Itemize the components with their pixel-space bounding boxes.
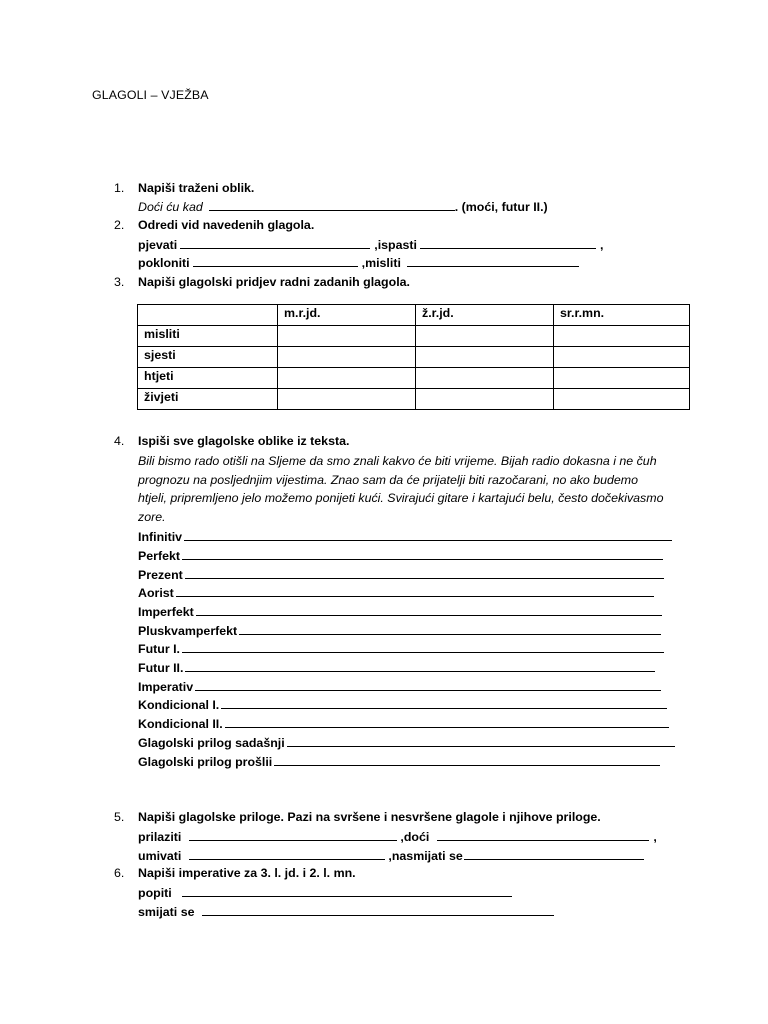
verb-label: popiti bbox=[138, 886, 172, 900]
verb-label: nasmijati se bbox=[391, 849, 463, 863]
verb-label: pokloniti bbox=[138, 256, 190, 270]
table-cell[interactable] bbox=[416, 326, 554, 347]
verb-label: smijati se bbox=[138, 905, 195, 919]
task-heading-6: Napiši imperative za 3. l. jd. i 2. l. mn. bbox=[138, 866, 356, 880]
verb-label: doći bbox=[403, 830, 430, 844]
form-line-prilog-sadasnji bbox=[138, 735, 675, 751]
page-title: GLAGOLI – VJEŽBA bbox=[92, 88, 209, 102]
answer-blank[interactable] bbox=[193, 255, 358, 267]
answer-blank[interactable] bbox=[464, 848, 644, 860]
task-number-2: 2. bbox=[114, 218, 125, 232]
form-label: Kondicional II. bbox=[138, 717, 223, 731]
separator: , bbox=[599, 238, 604, 252]
task-2-row-2 bbox=[138, 255, 579, 271]
table-header: m.r.jd. bbox=[278, 305, 416, 326]
task-number-6: 6. bbox=[114, 866, 125, 880]
task-number-1: 1. bbox=[114, 181, 125, 195]
form-line-perfekt bbox=[138, 548, 663, 564]
answer-blank[interactable] bbox=[221, 697, 667, 709]
table-cell[interactable] bbox=[554, 368, 690, 389]
verb-label: prilaziti bbox=[138, 830, 182, 844]
separator: , bbox=[400, 830, 404, 844]
form-line-prilog-prosli bbox=[138, 754, 660, 770]
table-row-label: živjeti bbox=[138, 389, 278, 410]
table-cell[interactable] bbox=[278, 347, 416, 368]
task-heading-5: Napiši glagolske priloge. Pazi na svršene i nesvršene glagole i njihove priloge. bbox=[138, 810, 601, 824]
form-line-futur-1 bbox=[138, 641, 664, 657]
table-cell[interactable] bbox=[416, 389, 554, 410]
table-cell[interactable] bbox=[416, 347, 554, 368]
form-label: Glagolski prilog sadašnji bbox=[138, 736, 285, 750]
form-line-aorist bbox=[138, 585, 654, 601]
form-label: Glagolski prilog prošlii bbox=[138, 755, 273, 769]
form-line-prezent bbox=[138, 567, 664, 583]
answer-blank[interactable] bbox=[195, 679, 661, 691]
table-row-label: misliti bbox=[138, 326, 278, 347]
form-line-futur-2 bbox=[138, 660, 655, 676]
table-cell[interactable] bbox=[278, 326, 416, 347]
answer-blank[interactable] bbox=[196, 604, 662, 616]
form-line-infinitiv bbox=[138, 529, 672, 545]
table-row-label: htjeti bbox=[138, 368, 278, 389]
form-line-kondicional-1 bbox=[138, 697, 667, 713]
form-label: Imperfekt bbox=[138, 605, 194, 619]
exercise-text: Bili bismo rado otišli na Sljeme da smo znali kakvo će biti vrijeme. Bijah radio dokasna i ne čuh prognozu na posljednjim vijestima. Znao sam da će prijatelji biti razočarani, no ako budemo htjeli, pripremljeno jelo možemo ponijeti kući. Svirajući gitare i kartajući belu, često dočekivasmo zore. bbox=[138, 454, 664, 524]
verb-label: misliti bbox=[365, 256, 401, 270]
table-header-row bbox=[138, 305, 690, 326]
separator: , bbox=[653, 830, 657, 844]
form-line-imperativ bbox=[138, 679, 661, 695]
answer-blank[interactable] bbox=[184, 529, 672, 541]
task-1-sentence bbox=[138, 199, 548, 215]
form-label: Imperativ bbox=[138, 680, 194, 694]
answer-blank[interactable] bbox=[437, 829, 649, 841]
table-row bbox=[138, 389, 690, 410]
answer-blank[interactable] bbox=[185, 567, 664, 579]
verb-label: ispasti bbox=[377, 238, 417, 252]
table-cell[interactable] bbox=[554, 347, 690, 368]
form-label: Pluskvamperfekt bbox=[138, 624, 238, 638]
verb-forms-table bbox=[137, 304, 690, 410]
task-6-row-2 bbox=[138, 904, 554, 920]
answer-blank[interactable] bbox=[239, 623, 661, 635]
form-label: Prezent bbox=[138, 568, 183, 582]
answer-blank[interactable] bbox=[176, 585, 654, 597]
table-header: ž.r.jd. bbox=[416, 305, 554, 326]
form-line-kondicional-2 bbox=[138, 716, 669, 732]
table-cell[interactable] bbox=[278, 389, 416, 410]
task-5-row-1 bbox=[138, 829, 657, 845]
answer-blank[interactable] bbox=[274, 754, 660, 766]
form-label: Futur II. bbox=[138, 661, 184, 675]
form-line-imperfekt bbox=[138, 604, 662, 620]
task-number-3: 3. bbox=[114, 275, 125, 289]
table-header: sr.r.mn. bbox=[554, 305, 690, 326]
task-2-row-1 bbox=[138, 237, 603, 253]
task-heading-1: Napiši traženi oblik. bbox=[138, 181, 255, 195]
answer-blank[interactable] bbox=[180, 237, 370, 249]
table-row bbox=[138, 368, 690, 389]
answer-blank[interactable] bbox=[182, 548, 663, 560]
table-cell[interactable] bbox=[554, 389, 690, 410]
answer-blank[interactable] bbox=[189, 848, 385, 860]
sentence-start: Doći ću kad bbox=[138, 200, 203, 214]
answer-blank[interactable] bbox=[202, 904, 554, 916]
task-heading-3: Napiši glagolski pridjev radni zadanih glagola. bbox=[138, 275, 410, 289]
form-label: Perfekt bbox=[138, 549, 181, 563]
separator: , bbox=[374, 238, 378, 252]
task-number-4: 4. bbox=[114, 434, 125, 448]
form-label: Futur I. bbox=[138, 642, 180, 656]
answer-blank[interactable] bbox=[189, 829, 397, 841]
task-number-5: 5. bbox=[114, 810, 125, 824]
answer-blank[interactable] bbox=[185, 660, 655, 672]
table-cell[interactable] bbox=[278, 368, 416, 389]
answer-blank[interactable] bbox=[182, 641, 664, 653]
separator: , bbox=[361, 256, 366, 270]
sentence-end: . (moći, futur II.) bbox=[454, 200, 548, 214]
answer-blank[interactable] bbox=[182, 885, 512, 897]
separator: , bbox=[388, 849, 392, 863]
table-cell[interactable] bbox=[554, 326, 690, 347]
answer-blank[interactable] bbox=[420, 237, 596, 249]
table-row bbox=[138, 326, 690, 347]
task-heading-2: Odredi vid navedenih glagola. bbox=[138, 218, 315, 232]
verb-label: umivati bbox=[138, 849, 182, 863]
answer-blank[interactable] bbox=[225, 716, 669, 728]
answer-blank[interactable] bbox=[407, 255, 579, 267]
table-row bbox=[138, 347, 690, 368]
form-line-pluskvamperfekt bbox=[138, 623, 661, 639]
form-label: Kondicional I. bbox=[138, 698, 220, 712]
table-header bbox=[138, 305, 278, 326]
answer-blank[interactable] bbox=[287, 735, 675, 747]
task-5-row-2 bbox=[138, 848, 644, 864]
task-heading-4: Ispiši sve glagolske oblike iz teksta. bbox=[138, 434, 350, 448]
table-row-label: sjesti bbox=[138, 347, 278, 368]
form-label: Infinitiv bbox=[138, 530, 183, 544]
verb-label: pjevati bbox=[138, 238, 178, 252]
form-label: Aorist bbox=[138, 586, 174, 600]
task-6-row-1 bbox=[138, 885, 512, 901]
answer-blank[interactable] bbox=[209, 199, 455, 211]
table-cell[interactable] bbox=[416, 368, 554, 389]
